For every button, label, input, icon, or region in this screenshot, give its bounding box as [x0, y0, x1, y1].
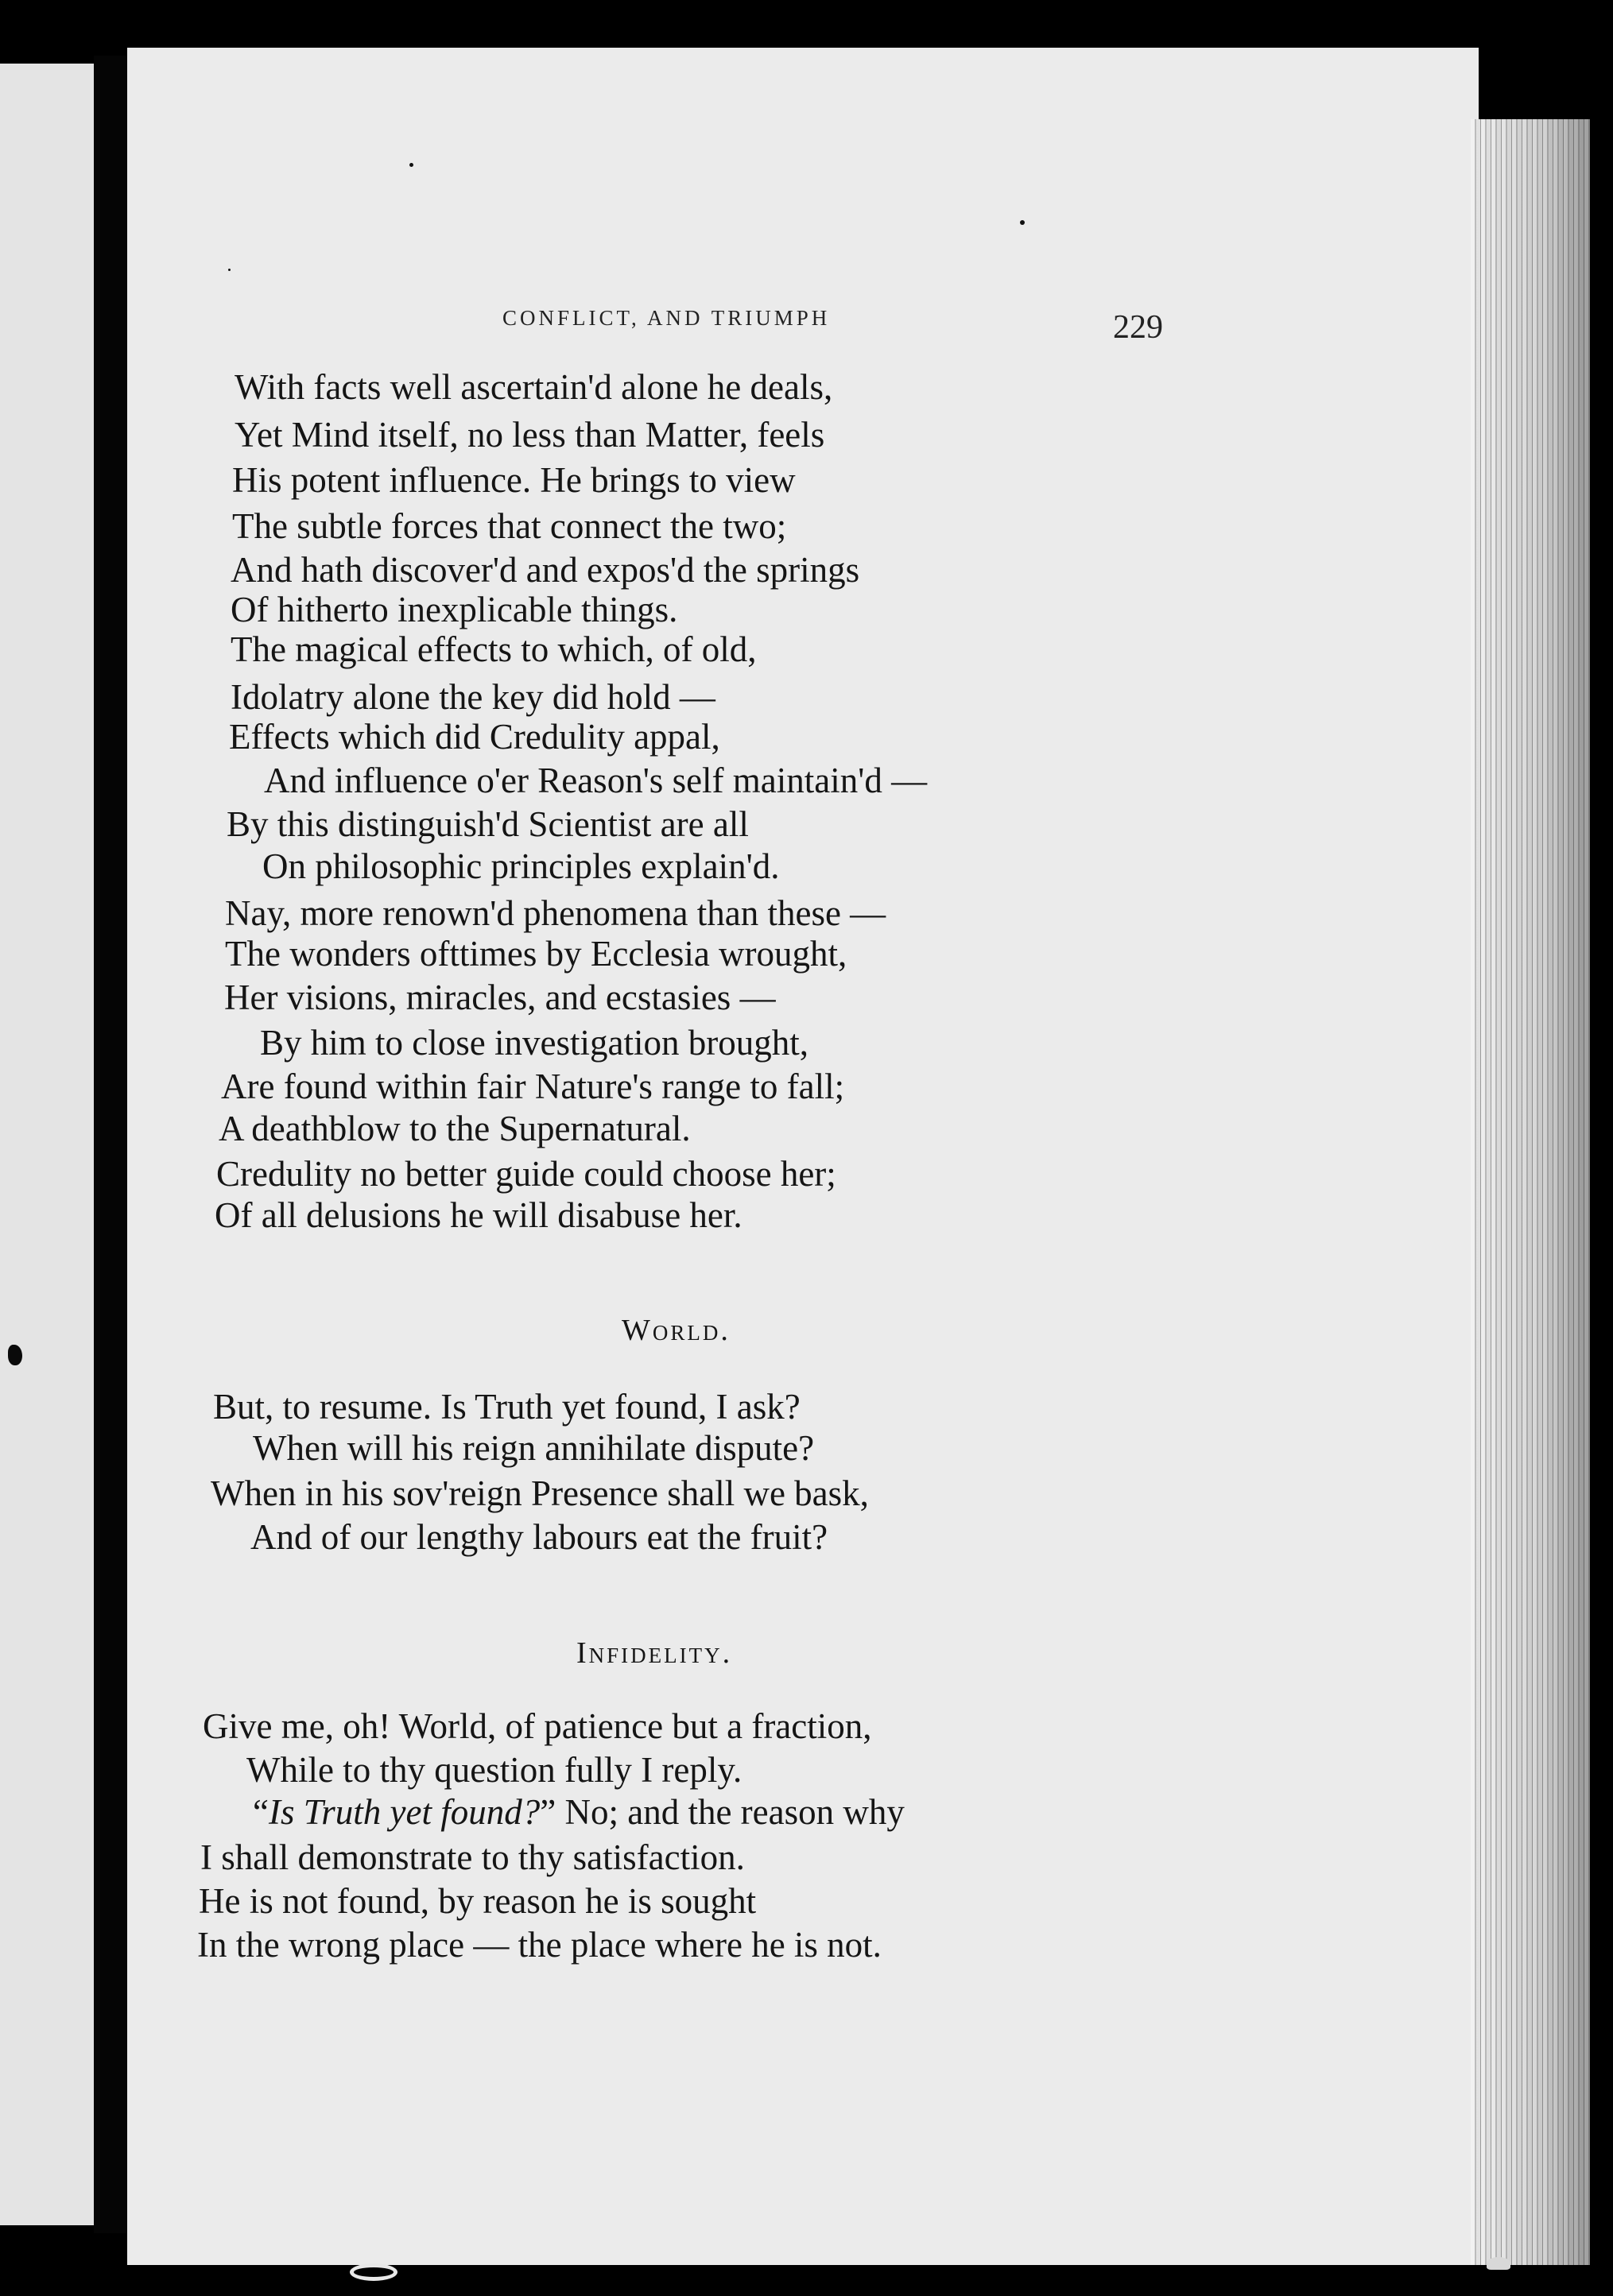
verse-line: While to thy question fully I reply.	[246, 1750, 743, 1790]
verse-line: Idolatry alone the key did hold —	[231, 677, 715, 717]
running-head: CONFLICT, AND TRIUMPH	[502, 306, 831, 330]
verse-line: A deathblow to the Supernatural.	[219, 1109, 691, 1148]
section-heading-infidelity: Infidelity.	[576, 1636, 733, 1670]
verse-line: But, to resume. Is Truth yet found, I ask?	[213, 1387, 801, 1427]
verse-line: Yet Mind itself, no less than Matter, feels	[235, 415, 825, 455]
verse-line: Credulity no better guide could choose her;	[216, 1154, 836, 1194]
dust-speck	[228, 269, 231, 271]
verse-line: When in his sov'reign Presence shall we bask,	[211, 1473, 869, 1513]
section-heading-world: World.	[622, 1314, 731, 1347]
verse-line: Effects which did Credulity appal,	[229, 717, 720, 757]
dust-speck	[409, 163, 413, 167]
quote-continuation: ” No; and the reason why	[540, 1792, 905, 1832]
verse-line: By this distinguish'd Scientist are all	[227, 804, 749, 844]
page-number: 229	[1113, 309, 1163, 346]
verse-line: He is not found, by reason he is sought	[199, 1881, 757, 1921]
verse-line: Are found within fair Nature's range to fall;	[221, 1067, 845, 1106]
ink-mark	[8, 1345, 22, 1365]
verse-line-quote	[253, 1792, 905, 1832]
verse-line: Nay, more renown'd phenomena than these —	[225, 893, 886, 933]
verse-line: His potent influence. He brings to view	[232, 460, 796, 500]
corner-mark	[1487, 2257, 1510, 2270]
verse-line: Of hitherto inexplicable things.	[231, 590, 678, 629]
verse-line: Of all delusions he will disabuse her.	[215, 1195, 743, 1235]
verse-line: I shall demonstrate to thy satisfaction.	[200, 1837, 745, 1877]
quoted-question: Is Truth yet found?	[268, 1792, 541, 1832]
verse-line: Her visions, miracles, and ecstasies —	[224, 978, 776, 1017]
verse-line: And hath discover'd and expos'd the springs	[231, 550, 860, 590]
verse-line: The wonders ofttimes by Ecclesia wrought,	[225, 934, 847, 974]
facing-page	[0, 64, 94, 2225]
book-gutter	[94, 56, 127, 2233]
verse-line: And influence o'er Reason's self maintain'd —	[264, 761, 928, 800]
verse-line: The subtle forces that connect the two;	[232, 506, 787, 546]
dust-speck	[1020, 220, 1025, 225]
verse-line: On philosophic principles explain'd.	[262, 846, 780, 886]
verse-line: When will his reign annihilate dispute?	[253, 1428, 815, 1468]
verse-line: The magical effects to which, of old,	[231, 629, 757, 669]
verse-line: In the wrong place — the place where he is not.	[197, 1925, 882, 1965]
open-quote: “	[253, 1792, 269, 1832]
verse-line: Give me, oh! World, of patience but a fraction,	[203, 1706, 872, 1746]
verse-line: By him to close investigation brought,	[260, 1023, 808, 1063]
verse-line: And of our lengthy labours eat the fruit?	[250, 1517, 828, 1557]
binding-mark	[350, 2263, 397, 2281]
page-edge-shadow	[1471, 119, 1590, 2265]
verse-line: With facts well ascertain'd alone he deals,	[235, 367, 833, 407]
